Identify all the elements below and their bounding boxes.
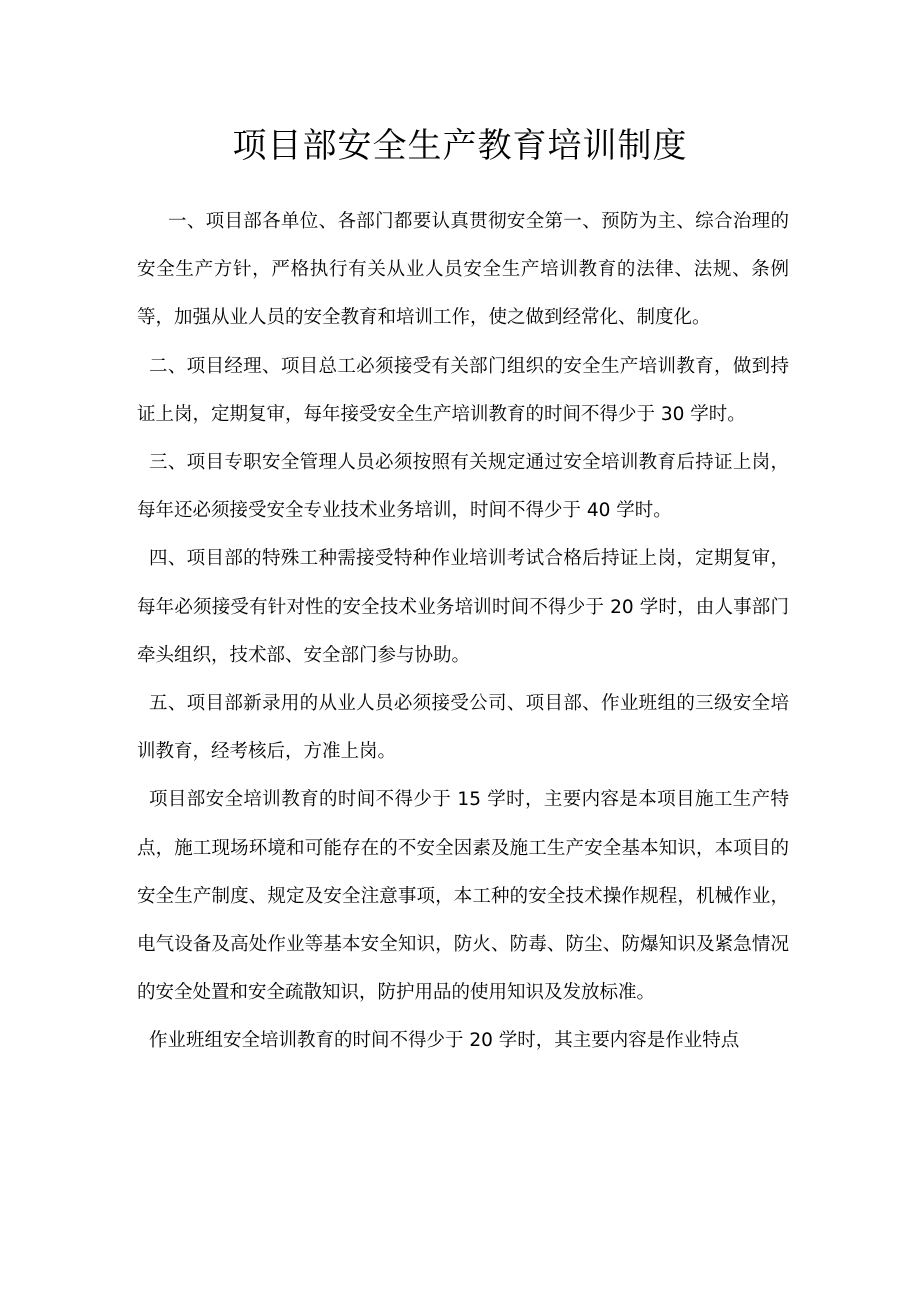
- paragraph-7: 作业班组安全培训教育的时间不得少于 20 学时，其主要内容是作业特点: [149, 1030, 740, 1052]
- paragraph-2: 二、项目经理、项目总工必须接受有关部门组织的安全生产培训教育，做到持证上岗，定期复审，每年接受安全生产培训教育的时间不得少于 30 学时。: [137, 355, 789, 425]
- paragraph-4: 四、项目部的特殊工种需接受特种作业培训考试合格后持证上岗，定期复审，每年必须接受有针对性的安全技术业务培训时间不得少于 20 学时，由人事部门牵头组织，技术部、安全部门参与协助。: [137, 548, 789, 666]
- document-title: 项目部安全生产教育培训制度: [232, 126, 688, 166]
- paragraph-6: 项目部安全培训教育的时间不得少于 15 学时，主要内容是本项目施工生产特点，施工现场环境和可能存在的不安全因素及施工生产安全基本知识，本项目的安全生产制度、规定及安全注意事项，本工种的安全技术操作规程，机械作业，电气设备及高处作业等基本安全知识，防火、防毒、防尘、防爆知识及紧急情况的安全处置和安全疏散知识，防护用品的使用知识及发放标准。: [137, 789, 789, 1004]
- paragraph-5: 五、项目部新录用的从业人员必须接受公司、项目部、作业班组的三级安全培训教育，经考核后，方准上岗。: [137, 693, 789, 763]
- document-body: [137, 198, 789, 1066]
- paragraph-3: 三、项目专职安全管理人员必须按照有关规定通过安全培训教育后持证上岗，每年还必须接受安全专业技术业务培训，时间不得少于 40 学时。: [137, 452, 789, 522]
- paragraph-1: 一、项目部各单位、各部门都要认真贯彻安全第一、预防为主、综合治理的安全生产方针，严格执行有关从业人员安全生产培训教育的法律、法规、条例等，加强从业人员的安全教育和培训工作，使之做到经常化、制度化。: [137, 211, 789, 329]
